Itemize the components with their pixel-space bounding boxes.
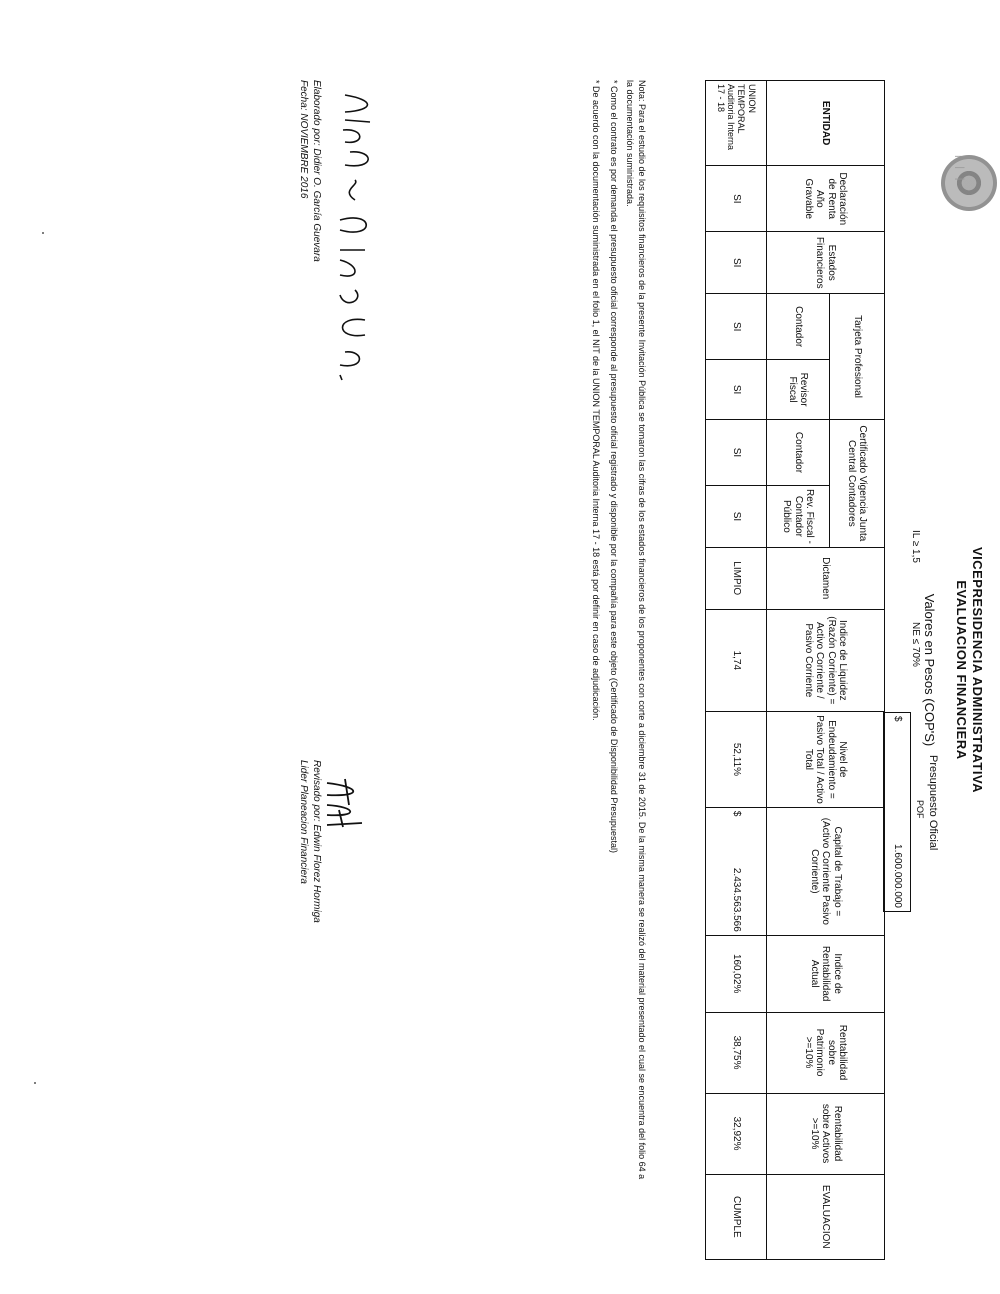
cell-entidad: UNION TEMPORAL Auditoria Interna 17 - 18	[706, 81, 767, 166]
col-entidad: ENTIDAD	[767, 81, 885, 166]
endeudamiento-threshold: NE ≤ 70%	[910, 622, 921, 667]
budget-label-short: POF	[915, 800, 925, 819]
budget-cell	[884, 713, 911, 912]
cell-estados: SI	[706, 232, 767, 294]
elaborado-block	[297, 80, 323, 262]
table-row	[706, 81, 767, 1260]
note-1: Nota: Para el estudio de los requisitos financieros de la presente Invitación Pública se tomaron las cifras de los estados financieros de los proponentes con corte a diciembre 31 de 2015. De la misma manera se realizó del material presentado el cual se encuentra del folio 64 a	[637, 80, 647, 1180]
cell-capital	[706, 807, 767, 935]
cell-rent-activos: 32,92%	[706, 1093, 767, 1174]
cell-endeudamiento: 52,11%	[706, 711, 767, 807]
rotated-page	[235, 60, 995, 1280]
col-estados: Estados Financieros	[767, 232, 885, 294]
title-line-2: EVALUACION FINANCIERA	[954, 580, 969, 760]
scan-speck	[34, 1082, 36, 1084]
budget-table	[883, 712, 911, 912]
elaborado-line-2: Fecha: NOVIEMBRE 2016	[298, 80, 309, 199]
cell-rent-patrimonio: 38,75%	[706, 1012, 767, 1093]
stamp-mark: | | |	[954, 155, 965, 184]
col-endeudamiento: Nivel de Endeudamiento = Pasivo Total / Activo Total	[767, 711, 885, 807]
cell-cert-contador: SI	[706, 419, 767, 485]
col-dictamen: Dictamen	[767, 547, 885, 609]
group-tarjeta: Tarjeta Profesional	[830, 294, 885, 420]
note-2: la documentación suministrada.	[625, 80, 635, 207]
group-certificado: Certificado Vigencia Junta Central Contadores	[830, 419, 885, 547]
col-declaracion: Declaración de Renta Año Gravable	[767, 166, 885, 232]
cell-cert-revisor: SI	[706, 486, 767, 548]
col-tp-contador: Contador	[767, 294, 830, 360]
liquidez-threshold: IL ≥ 1,5	[910, 530, 921, 563]
col-liquidez: Indice de Liquidez (Razón Corriente) = Activo Corriente / Pasivo Corriente	[767, 609, 885, 711]
group-header-row	[830, 81, 885, 1260]
col-tp-revisor: Revisor Fiscal	[767, 360, 830, 420]
col-cert-revisor: Rev. Fiscal - Contador Público	[767, 486, 830, 548]
subtitle: Valores en Pesos (COP'S)	[922, 593, 937, 747]
col-rent-patrimonio: Rentabilidad sobre Patrimonio >=10%	[767, 1012, 885, 1093]
cell-rentabilidad-actual: 160,02%	[706, 935, 767, 1012]
note-3: * Como el contrato es por demanda el presupuesto oficial corresponde al presupuesto oficial registrado y disponible por la compañía para este objeto (Certificado de Disponibilidad Presupuestal)	[609, 80, 619, 853]
col-capital: Capital de Trabajo = (Activo Corriente Pasivo Corriente)	[767, 807, 885, 935]
col-rentabilidad-actual: Indice de Rentabilidad Actual	[767, 935, 885, 1012]
cell-tp-revisor: SI	[706, 360, 767, 420]
col-rent-activos: Rentabilidad sobre Activos >=10%	[767, 1093, 885, 1174]
signature-revisado	[319, 775, 367, 835]
title-line-1: VICEPRESIDENCIA ADMINISTRATIVA	[970, 546, 985, 794]
budget-label: Presupuesto Oficial	[927, 755, 939, 851]
evaluation-table	[705, 80, 885, 1260]
capital-value: 2.434.563.566	[730, 867, 742, 932]
cell-declaracion: SI	[706, 166, 767, 232]
cell-dictamen: LIMPIO	[706, 547, 767, 609]
scan-speck	[42, 232, 44, 234]
budget-value: 1.600.000.000	[891, 844, 903, 908]
signature-elaborado	[325, 90, 385, 390]
revisado-line-1: Revisado por: Edwin Florez Hormiga	[311, 760, 322, 923]
note-4: * De acuerdo con la documentación suministrada en el folio 1, el NIT de la UNION TEMPORAL Auditoria Interna 17 - 18 está por definir en caso de adjudicación.	[591, 80, 601, 721]
revisado-line-2: Lider Planeacion Financiera	[298, 760, 309, 884]
cell-evaluacion: CUMPLE	[706, 1174, 767, 1259]
budget-currency: $	[891, 716, 903, 722]
cell-tp-contador: SI	[706, 294, 767, 360]
cell-liquidez: 1,74	[706, 609, 767, 711]
col-cert-contador: Contador	[767, 419, 830, 485]
capital-currency: $	[730, 810, 742, 817]
col-evaluacion: EVALUACION	[767, 1174, 885, 1259]
elaborado-line-1: Elaborado por: Didier O. García Guevara	[311, 80, 322, 262]
seal-stamp	[941, 155, 997, 211]
